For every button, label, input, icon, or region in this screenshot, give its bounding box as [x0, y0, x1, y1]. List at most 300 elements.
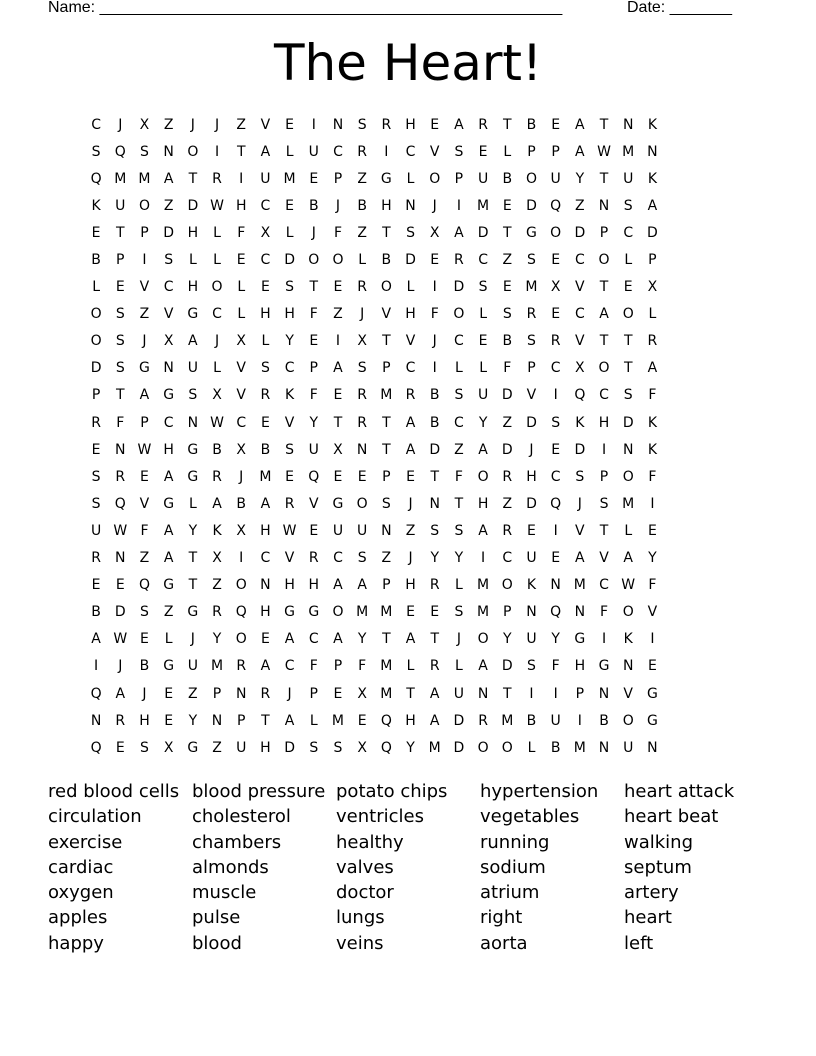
word-list — [48, 779, 768, 956]
grid-letter: I — [335, 333, 341, 350]
grid-letter: T — [382, 224, 391, 241]
grid-letter: R — [212, 604, 222, 621]
grid-letter: U — [453, 685, 465, 702]
grid-letter: E — [406, 468, 415, 485]
grid-letter: C — [574, 252, 585, 269]
grid-letter: X — [163, 333, 174, 350]
grid-letter: A — [575, 116, 585, 133]
grid-letter: E — [115, 279, 125, 296]
grid-letter: O — [453, 306, 465, 323]
grid-letter: S — [91, 468, 101, 485]
grid-letter: D — [501, 658, 513, 675]
grid-letter: E — [623, 279, 633, 296]
grid-letter: P — [333, 658, 343, 675]
grid-letter: R — [405, 387, 416, 404]
grid-letter: R — [357, 414, 368, 431]
grid-letter: Q — [380, 712, 392, 729]
grid-letter: L — [455, 658, 463, 675]
grid-letter: Q — [574, 387, 586, 404]
grid-letter: Q — [550, 495, 562, 512]
grid-letter: M — [380, 387, 393, 404]
grid-letter: O — [501, 739, 513, 756]
grid-letter: E — [478, 143, 488, 160]
grid-letter: D — [622, 414, 634, 431]
grid-letter: N — [211, 712, 223, 729]
grid-letter: O — [138, 197, 150, 214]
grid-letter: T — [623, 333, 633, 350]
grid-letter: C — [550, 468, 561, 485]
grid-letter: Y — [188, 712, 198, 729]
grid-letter: X — [647, 279, 658, 296]
grid-letter: K — [647, 441, 657, 458]
grid-letter: M — [380, 604, 393, 621]
word-list-item: happy — [48, 932, 104, 954]
grid-letter: M — [114, 170, 127, 187]
name-field[interactable]: Name: ____________________________________________________ — [48, 0, 563, 16]
grid-letter: J — [577, 495, 582, 512]
grid-letter: V — [139, 495, 150, 512]
grid-letter: T — [382, 333, 391, 350]
grid-letter: S — [575, 468, 585, 485]
grid-letter: V — [647, 604, 658, 621]
grid-letter: C — [333, 550, 343, 567]
grid-letter: N — [647, 739, 658, 756]
grid-letter: I — [481, 550, 486, 567]
grid-letter: Q — [550, 604, 562, 621]
grid-letter: C — [212, 306, 222, 323]
grid-letter: X — [357, 685, 367, 702]
grid-letter: E — [260, 414, 270, 431]
grid-letter: P — [648, 252, 657, 269]
grid-letter: C — [333, 143, 343, 160]
grid-letter: H — [598, 414, 610, 431]
grid-letter: N — [526, 604, 537, 621]
grid-letter: T — [454, 495, 464, 512]
grid-letter: G — [574, 631, 586, 648]
grid-letter: X — [236, 522, 247, 539]
word-list-item: left — [624, 932, 654, 954]
grid-letter: A — [429, 685, 440, 702]
grid-letter: C — [454, 414, 464, 431]
grid-letter: R — [429, 577, 440, 594]
grid-letter: O — [477, 739, 489, 756]
grid-letter: S — [91, 143, 101, 160]
word-column — [192, 779, 336, 956]
grid-row — [84, 599, 744, 626]
grid-letter: D — [647, 224, 658, 241]
grid-letter: U — [308, 441, 319, 458]
grid-letter: Z — [502, 252, 513, 269]
grid-letter: F — [430, 306, 439, 323]
grid-letter: M — [331, 712, 345, 729]
grid-letter: V — [163, 306, 174, 323]
grid-letter: N — [622, 116, 634, 133]
grid-letter: N — [381, 522, 392, 539]
grid-letter: S — [140, 604, 149, 621]
grid-row — [84, 138, 744, 165]
grid-letter: G — [332, 495, 344, 512]
grid-letter: H — [308, 577, 320, 594]
grid-letter: Z — [454, 441, 464, 458]
word-list-item: healthy — [336, 831, 404, 853]
grid-letter: J — [214, 116, 220, 133]
grid-letter: N — [115, 550, 126, 567]
grid-letter: P — [527, 143, 536, 160]
grid-letter: V — [284, 550, 295, 567]
grid-letter: W — [137, 441, 152, 458]
grid-letter: D — [501, 387, 513, 404]
grid-letter: A — [623, 550, 633, 567]
grid-letter: R — [308, 550, 319, 567]
grid-letter: D — [574, 441, 586, 458]
grid-letter: J — [190, 631, 195, 648]
grid-letter: E — [502, 279, 512, 296]
grid-letter: J — [408, 550, 413, 567]
grid-letter: D — [526, 197, 537, 214]
grid-letter: H — [574, 658, 586, 675]
grid-letter: W — [113, 631, 128, 648]
grid-row — [84, 572, 744, 599]
word-list-item: heart — [624, 907, 672, 929]
grid-letter: R — [647, 333, 658, 350]
word-list-item: lungs — [336, 907, 385, 929]
grid-letter: U — [477, 387, 489, 404]
grid-letter: P — [116, 252, 125, 269]
grid-letter: A — [478, 441, 488, 458]
grid-letter: D — [574, 224, 586, 241]
grid-letter: T — [503, 116, 512, 133]
word-list-item: hypertension — [480, 781, 599, 802]
grid-letter: Y — [430, 550, 439, 567]
grid-letter: A — [647, 360, 658, 377]
grid-letter: N — [622, 658, 634, 675]
grid-letter: O — [501, 577, 513, 594]
grid-letter: N — [90, 712, 102, 729]
grid-letter: A — [212, 495, 222, 512]
grid-letter: S — [623, 387, 633, 404]
grid-letter: Q — [235, 604, 247, 621]
grid-letter: L — [503, 143, 512, 160]
grid-letter: W — [210, 197, 224, 214]
grid-letter: B — [526, 712, 537, 729]
grid-letter: L — [92, 279, 100, 296]
grid-letter: P — [309, 360, 318, 377]
grid-letter: J — [214, 333, 220, 350]
word-list-item: red blood cells — [48, 781, 180, 802]
grid-letter: P — [527, 360, 536, 377]
grid-letter: A — [647, 197, 658, 214]
grid-row — [84, 545, 744, 572]
grid-letter: B — [429, 414, 440, 431]
grid-letter: Y — [551, 631, 560, 648]
grid-letter: L — [309, 712, 318, 729]
grid-letter: F — [333, 224, 342, 241]
grid-letter: T — [503, 224, 512, 241]
grid-letter: F — [454, 468, 463, 485]
grid-letter: T — [236, 143, 246, 160]
grid-letter: I — [94, 658, 99, 675]
grid-letter: J — [118, 116, 123, 133]
grid-letter: D — [284, 739, 295, 756]
word-list-item: running — [480, 831, 550, 853]
grid-letter: E — [285, 468, 295, 485]
grid-letter: E — [309, 522, 319, 539]
grid-letter: A — [575, 143, 585, 160]
grid-letter: D — [114, 604, 126, 621]
grid-letter: K — [91, 197, 101, 214]
grid-row — [84, 165, 744, 192]
grid-letter: C — [550, 360, 561, 377]
grid-letter: O — [235, 577, 247, 594]
grid-row — [84, 328, 744, 355]
grid-letter: E — [406, 604, 415, 621]
grid-letter: E — [115, 739, 125, 756]
grid-letter: J — [360, 306, 365, 323]
grid-letter: U — [332, 522, 344, 539]
grid-letter: I — [553, 685, 558, 702]
grid-letter: K — [647, 414, 657, 431]
grid-letter: G — [380, 170, 392, 187]
grid-letter: C — [284, 360, 295, 377]
grid-letter: X — [260, 224, 271, 241]
grid-letter: G — [163, 495, 175, 512]
grid-letter: E — [357, 712, 367, 729]
grid-letter: P — [333, 170, 343, 187]
word-list-item: heart attack — [624, 781, 735, 802]
grid-letter: N — [598, 685, 610, 702]
grid-letter: L — [285, 224, 294, 241]
grid-letter: J — [432, 197, 437, 214]
grid-letter: X — [212, 550, 222, 567]
grid-letter: L — [237, 279, 246, 296]
grid-letter: E — [430, 604, 440, 621]
grid-letter: I — [650, 631, 655, 648]
grid-letter: C — [163, 414, 174, 431]
grid-letter: S — [309, 739, 319, 756]
grid-letter: O — [598, 252, 610, 269]
grid-row — [84, 409, 744, 436]
grid-letter: E — [91, 441, 101, 458]
grid-letter: L — [285, 143, 294, 160]
grid-letter: U — [187, 360, 198, 377]
grid-letter: O — [622, 468, 634, 485]
grid-letter: J — [311, 224, 316, 241]
grid-letter: X — [236, 441, 247, 458]
grid-letter: J — [456, 631, 461, 648]
grid-letter: M — [622, 495, 635, 512]
word-list-item: potato chips — [336, 781, 448, 802]
word-list-item: veins — [336, 932, 384, 954]
grid-letter: Z — [163, 116, 174, 133]
grid-letter: P — [140, 414, 149, 431]
grid-letter: D — [526, 495, 537, 512]
letter-grid — [84, 111, 744, 761]
grid-letter: L — [358, 252, 367, 269]
grid-letter: N — [332, 116, 344, 133]
grid-letter: F — [309, 306, 318, 323]
grid-letter: K — [285, 387, 295, 404]
grid-letter: K — [647, 116, 657, 133]
date-field[interactable]: Date: _______ — [627, 0, 732, 16]
grid-letter: P — [503, 604, 512, 621]
grid-letter: L — [237, 306, 246, 323]
grid-letter: O — [525, 170, 537, 187]
word-list-item: muscle — [192, 882, 257, 904]
grid-letter: T — [406, 685, 415, 702]
grid-letter: A — [429, 712, 440, 729]
grid-letter: K — [623, 631, 633, 648]
grid-row — [84, 463, 744, 490]
grid-row — [84, 653, 744, 680]
grid-letter: C — [478, 252, 488, 269]
grid-letter: R — [357, 387, 368, 404]
grid-letter: V — [623, 685, 633, 702]
grid-letter: Y — [309, 414, 319, 431]
grid-letter: O — [356, 495, 368, 512]
grid-letter: I — [456, 197, 461, 214]
grid-letter: D — [284, 252, 295, 269]
word-list-item: atrium — [480, 882, 540, 904]
grid-letter: G — [646, 712, 658, 729]
grid-row — [84, 382, 744, 409]
grid-row — [84, 626, 744, 653]
grid-letter: E — [647, 658, 657, 675]
grid-letter: E — [285, 116, 295, 133]
grid-letter: Q — [550, 197, 562, 214]
grid-letter: T — [430, 631, 439, 648]
grid-letter: O — [598, 360, 610, 377]
grid-letter: K — [647, 170, 657, 187]
grid-letter: E — [502, 197, 512, 214]
grid-letter: S — [454, 604, 464, 621]
grid-letter: G — [187, 739, 199, 756]
grid-letter: E — [551, 116, 561, 133]
grid-letter: F — [309, 658, 318, 675]
grid-letter: Z — [357, 224, 367, 241]
grid-letter: W — [210, 414, 224, 431]
grid-letter: R — [212, 468, 222, 485]
grid-letter: J — [287, 685, 292, 702]
grid-letter: U — [526, 550, 537, 567]
grid-letter: E — [115, 577, 125, 594]
grid-letter: R — [284, 495, 295, 512]
grid-letter: T — [333, 414, 343, 431]
word-list-item: pulse — [192, 907, 241, 929]
grid-letter: Y — [503, 631, 512, 648]
grid-letter: U — [260, 170, 271, 187]
word-list-item: cholesterol — [192, 806, 291, 828]
grid-letter: F — [237, 224, 246, 241]
grid-letter: E — [333, 685, 343, 702]
grid-letter: O — [477, 631, 489, 648]
grid-letter: H — [139, 712, 150, 729]
grid-letter: O — [308, 252, 320, 269]
grid-letter: H — [260, 522, 271, 539]
grid-letter: R — [357, 279, 368, 296]
grid-letter: C — [163, 279, 174, 296]
grid-letter: I — [142, 252, 147, 269]
grid-letter: L — [213, 252, 221, 269]
grid-letter: B — [550, 739, 561, 756]
grid-letter: B — [91, 252, 101, 269]
grid-letter: V — [308, 495, 319, 512]
grid-letter: V — [575, 522, 585, 539]
grid-letter: X — [212, 387, 222, 404]
grid-letter: S — [502, 306, 512, 323]
grid-letter: M — [573, 577, 586, 594]
grid-letter: Y — [188, 522, 198, 539]
grid-letter: R — [381, 116, 392, 133]
grid-letter: I — [432, 279, 437, 296]
grid-letter: Z — [236, 116, 247, 133]
grid-letter: M — [573, 739, 586, 756]
grid-letter: T — [599, 279, 609, 296]
grid-letter: C — [308, 631, 319, 648]
grid-letter: S — [381, 495, 391, 512]
grid-letter: I — [214, 143, 220, 160]
grid-letter: T — [430, 468, 439, 485]
grid-letter: N — [187, 414, 199, 431]
grid-letter: E — [551, 252, 561, 269]
grid-letter: Z — [502, 495, 513, 512]
grid-letter: A — [333, 577, 343, 594]
grid-letter: U — [526, 631, 537, 648]
grid-letter: A — [599, 306, 609, 323]
grid-letter: X — [357, 739, 367, 756]
grid-letter: X — [575, 360, 585, 377]
grid-letter: D — [429, 441, 441, 458]
grid-letter: A — [333, 360, 343, 377]
grid-letter: P — [309, 685, 318, 702]
grid-letter: R — [429, 658, 440, 675]
grid-letter: T — [599, 116, 609, 133]
grid-letter: O — [429, 170, 441, 187]
grid-letter: L — [164, 631, 173, 648]
grid-letter: H — [526, 468, 537, 485]
grid-letter: Y — [357, 631, 367, 648]
grid-letter: G — [187, 468, 199, 485]
grid-letter: G — [187, 441, 199, 458]
grid-letter: O — [622, 604, 634, 621]
grid-letter: P — [212, 685, 222, 702]
grid-letter: A — [454, 116, 464, 133]
grid-letter: H — [381, 197, 392, 214]
grid-letter: V — [284, 414, 295, 431]
grid-letter: Z — [333, 306, 343, 323]
grid-letter: O — [211, 279, 223, 296]
grid-letter: G — [187, 604, 199, 621]
grid-letter: I — [239, 550, 244, 567]
grid-letter: B — [260, 441, 271, 458]
grid-letter: U — [308, 143, 319, 160]
word-list-item: walking — [624, 831, 694, 853]
grid-letter: X — [139, 116, 150, 133]
grid-letter: C — [574, 306, 585, 323]
grid-letter: L — [188, 252, 197, 269]
grid-letter: R — [91, 550, 101, 567]
word-list-item: right — [480, 907, 523, 929]
grid-letter: M — [380, 685, 393, 702]
grid-letter: D — [405, 252, 416, 269]
grid-letter: R — [115, 468, 126, 485]
grid-letter: E — [140, 468, 149, 485]
grid-letter: U — [115, 197, 126, 214]
grid-letter: A — [478, 522, 488, 539]
grid-letter: E — [285, 197, 295, 214]
word-list-item: chambers — [192, 831, 282, 853]
grid-letter: F — [140, 522, 149, 539]
grid-letter: Z — [502, 414, 513, 431]
